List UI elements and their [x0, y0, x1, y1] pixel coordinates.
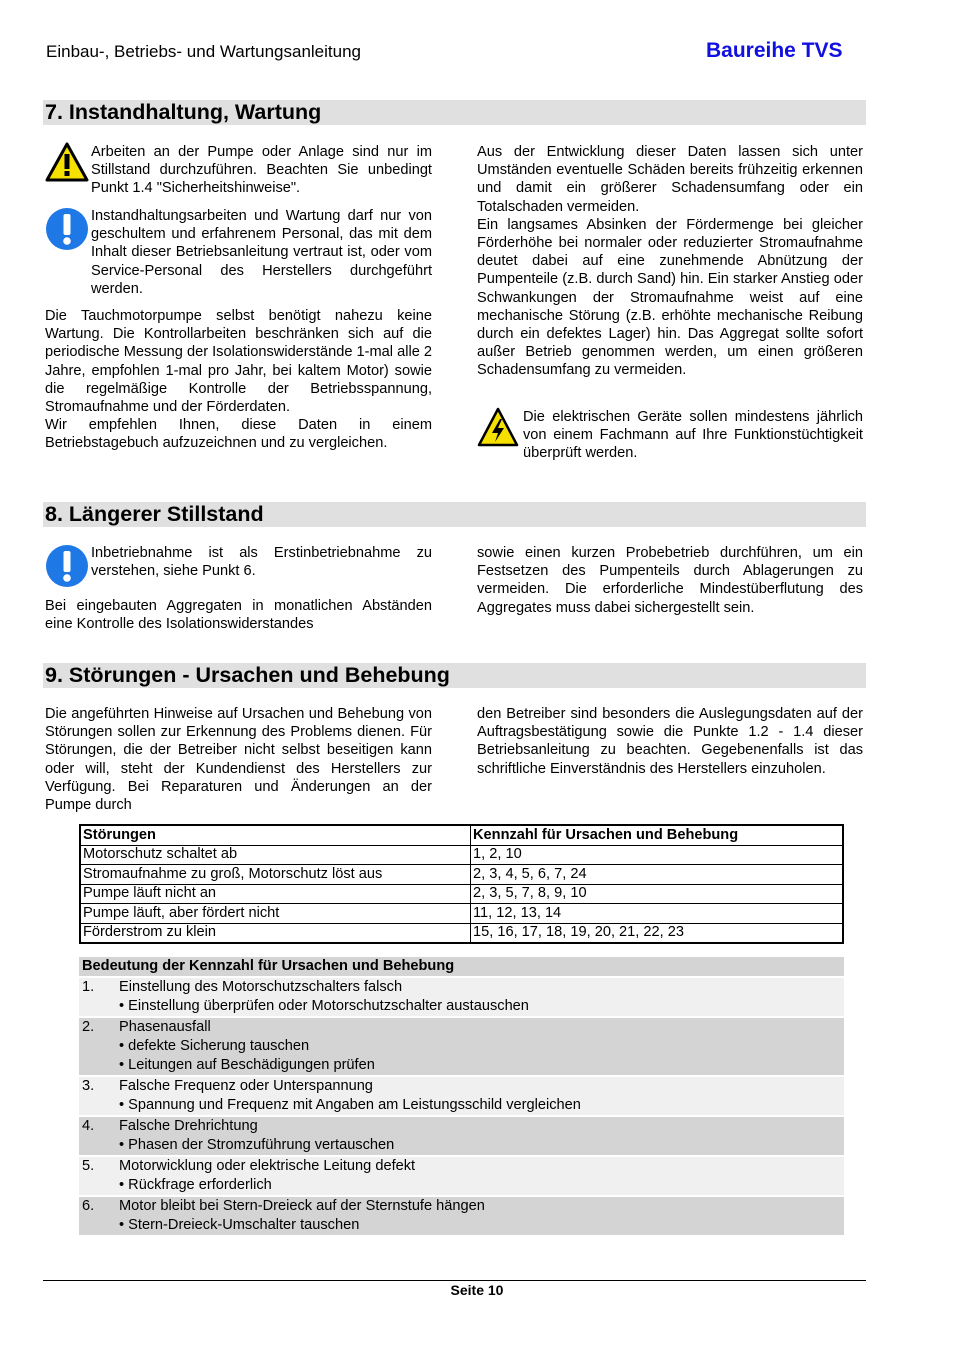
- faults-intro-paragraph-continued: den Betreiber sind besonders die Auslegungsdaten auf der Auftragsbestätigung sowie die Punkte 1.2 - 1.4 dieser Betriebsanleitung zu beachten. Gegebenenfalls ist das schriftliche Einverständnis des Herstellers einzuholen.: [477, 706, 863, 777]
- fault-table: [79, 824, 844, 944]
- cause-text: Motor bleibt bei Stern-Dreieck auf der Sternstufe hängen: [119, 1198, 485, 1214]
- code-cell: 11, 12, 13, 14: [471, 904, 844, 924]
- info-icon: [45, 207, 89, 251]
- table-row: [80, 884, 843, 904]
- list-item: [79, 1018, 844, 1075]
- maintenance-paragraph: Die Tauchmotorpumpe selbst benötigt nahezu keine Wartung. Die Kontrollarbeiten beschränken sich auf die periodische Messung der Isolationswiderstände 1-mal alle 2 Jahre, empfohlen 1-mal pro Jahr, bei kaltem Motor) sowie die regelmäßige Kontrolle der Betriebsspannung, Stromaufnahme und der Förderdaten. Wir empfehlen Ihnen, diese Daten in einem Betriebstagebuch aufzuzeichnen und zu vergleichen.: [45, 308, 432, 452]
- data-evaluation-paragraph: Aus der Entwicklung dieser Daten lassen sich unter Umständen eventuelle Schäden bereits frühzeitig erkennen und damit ein größerer Schadensumfang oder ein Totalschaden vermeiden. Ein langsames Absinken der Fördermenge bei gleicher Förderhöhe bei normaler oder reduzierter Stromaufnahme deutet dabei auf eine zunehmende Abnützung der Pumpenteile (z.B. durch Sand) hin. Ein starker Anstieg oder Schwankungen der Stromaufnahme weist auf eine mechanische Störung (z.B. erhöhte mechanische Reibung durch ein defektes Lager) hin. Das Aggregat sollte sofort außer Betrieb genommen werden, um einen größeren Schadensumfang zu vermeiden.: [477, 144, 863, 379]
- document-title: Einbau-, Betriebs- und Wartungsanleitung: [46, 42, 361, 61]
- cause-text: Einstellung des Motorschutzschalters falsch: [119, 979, 403, 995]
- cause-text: Falsche Drehrichtung: [119, 1118, 258, 1134]
- cause-table-title: Bedeutung der Kennzahl für Ursachen und Behebung: [79, 957, 844, 976]
- fix-text: • defekte Sicherung tauschen: [119, 1038, 310, 1054]
- cause-table: [79, 957, 844, 1235]
- fault-cell: Motorschutz schaltet ab: [80, 845, 471, 865]
- fault-cell: Förderstrom zu klein: [80, 923, 471, 943]
- code-cell: 15, 16, 17, 18, 19, 20, 21, 22, 23: [471, 923, 844, 943]
- page-number: Seite 10: [450, 1282, 504, 1298]
- section-8-heading: 8. Längerer Stillstand: [43, 502, 866, 527]
- fix-text: • Rückfrage erforderlich: [119, 1177, 272, 1193]
- list-item: [79, 978, 844, 1016]
- list-item: [79, 1117, 844, 1155]
- code-cell: 2, 3, 4, 5, 6, 7, 24: [471, 865, 844, 885]
- list-item: [79, 1077, 844, 1115]
- item-number: 4.: [82, 1118, 95, 1134]
- cause-text: Motorwicklung oder elektrische Leitung defekt: [119, 1158, 416, 1174]
- item-number: 2.: [82, 1019, 95, 1035]
- faults-intro-paragraph: Die angeführten Hinweise auf Ursachen und Behebung von Störungen sollen zur Erkennung des Problems dienen. Für Störungen, die der Betreiber nicht selbst beseitigen kann oder will, steht der Kundendienst des Herstellers zur Verfügung. Bei Reparaturen und Änderungen an der Pumpe durch: [45, 706, 432, 814]
- fix-text: • Einstellung überprüfen oder Motorschutzschalter austauschen: [119, 998, 529, 1014]
- standstill-paragraph: Bei eingebauten Aggregaten in monatlichen Abständen eine Kontrolle des Isolationswiderstandes: [45, 598, 432, 633]
- list-item: [79, 1197, 844, 1235]
- electric-check-text: Die elektrischen Geräte sollen mindestens jährlich von einem Fachmann auf Ihre Funktionstüchtigkeit überprüft werden.: [523, 409, 863, 462]
- info-text: Instandhaltungsarbeiten und Wartung darf nur von geschultem und erfahrenem Personal, das mit dem Inhalt dieser Betriebsanleitung vertraut ist, oder vom Service-Personal des Herstellers durchgeführt werden.: [91, 208, 432, 297]
- fix-text: • Stern-Dreieck-Umschalter tauschen: [119, 1217, 360, 1233]
- cause-text: Phasenausfall: [119, 1019, 211, 1035]
- item-number: 5.: [82, 1158, 95, 1174]
- column-header: Kennzahl für Ursachen und Behebung: [471, 825, 844, 845]
- info-icon: [45, 544, 89, 588]
- table-header-row: [80, 825, 843, 845]
- warning-icon: [45, 142, 89, 182]
- info-text: Inbetriebnahme ist als Erstinbetriebnahme zu verstehen, siehe Punkt 6.: [91, 545, 432, 580]
- cause-text: Falsche Frequenz oder Unterspannung: [119, 1078, 373, 1094]
- item-number: 3.: [82, 1078, 95, 1094]
- warning-text: Arbeiten an der Pumpe oder Anlage sind nur im Stillstand durchzuführen. Beachten Sie unbedingt Punkt 1.4 "Sicherheitshinweise".: [91, 144, 432, 197]
- item-number: 1.: [82, 979, 95, 995]
- electric-hazard-icon: [477, 407, 519, 447]
- fix-text: • Phasen der Stromzuführung vertauschen: [119, 1137, 395, 1153]
- list-item: [79, 1157, 844, 1195]
- code-cell: 2, 3, 5, 7, 8, 9, 10: [471, 884, 844, 904]
- fault-cell: Pumpe läuft nicht an: [80, 884, 471, 904]
- section-9-heading: 9. Störungen - Ursachen und Behebung: [43, 663, 866, 688]
- table-row: [80, 923, 843, 943]
- fault-cell: Stromaufnahme zu groß, Motorschutz löst aus: [80, 865, 471, 885]
- item-number: 6.: [82, 1198, 95, 1214]
- standstill-paragraph-continued: sowie einen kurzen Probebetrieb durchführen, um ein Festsetzen des Pumpenteils durch Ablagerungen zu vermeiden. Die erforderliche Mindestüberflutung des Aggregates muss dabei sichergestellt sein.: [477, 545, 863, 616]
- table-row: [80, 904, 843, 924]
- footer-divider: [43, 1280, 866, 1281]
- fix-text: • Spannung und Frequenz mit Angaben am Leistungsschild vergleichen: [119, 1097, 581, 1113]
- section-7-heading: 7. Instandhaltung, Wartung: [43, 100, 866, 125]
- table-row: [80, 845, 843, 865]
- column-header: Störungen: [80, 825, 471, 845]
- series-title: Baureihe TVS: [706, 39, 843, 62]
- fault-cell: Pumpe läuft, aber fördert nicht: [80, 904, 471, 924]
- table-row: [80, 865, 843, 885]
- fix-text: • Leitungen auf Beschädigungen prüfen: [119, 1057, 375, 1073]
- code-cell: 1, 2, 10: [471, 845, 844, 865]
